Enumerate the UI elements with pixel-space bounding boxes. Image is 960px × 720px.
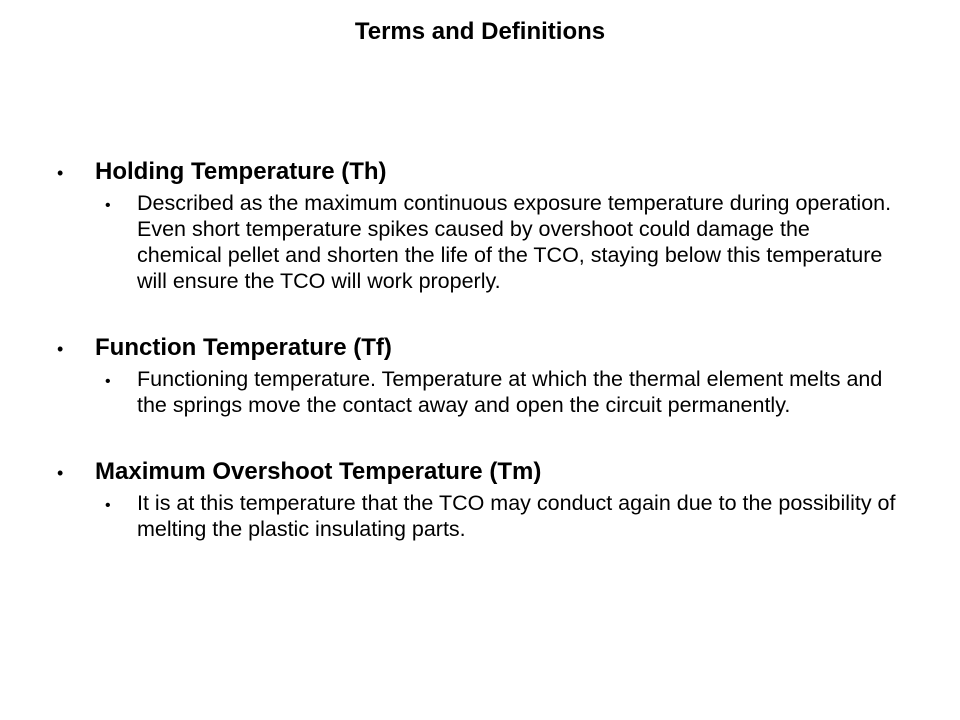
term-description: Functioning temperature. Temperature at which the thermal element melts and the springs move the contact away and open the circuit permanently. — [137, 367, 883, 417]
term-maximum-overshoot-temperature — [57, 455, 907, 542]
terms-list — [57, 155, 907, 579]
term-holding-temperature — [57, 155, 907, 294]
term-function-temperature — [57, 331, 907, 418]
term-description-item — [105, 190, 907, 294]
bullet-icon: • — [57, 339, 64, 359]
term-description: It is at this temperature that the TCO may conduct again due to the possibility of melting the plastic insulating parts. — [137, 491, 896, 541]
sub-bullet-icon: • — [105, 197, 111, 214]
term-name: Maximum Overshoot Temperature (Tm) — [95, 458, 542, 485]
term-heading — [57, 455, 907, 488]
bullet-icon: • — [57, 463, 64, 483]
sub-bullet-icon: • — [105, 497, 111, 514]
term-description: Described as the maximum continuous exposure temperature during operation. Even short temperature spikes caused by overshoot could damage the chemical pellet and shorten the life of the TCO, staying below this temperature will ensure the TCO will work properly. — [137, 191, 892, 293]
term-name: Holding Temperature (Th) — [95, 158, 387, 185]
term-description-item — [105, 490, 907, 542]
term-name: Function Temperature (Tf) — [95, 334, 392, 361]
bullet-icon: • — [57, 163, 64, 183]
slide-title: Terms and Definitions — [354, 18, 606, 45]
sub-bullet-icon: • — [105, 373, 111, 390]
term-heading — [57, 331, 907, 364]
term-description-item — [105, 366, 907, 418]
term-heading — [57, 155, 907, 188]
